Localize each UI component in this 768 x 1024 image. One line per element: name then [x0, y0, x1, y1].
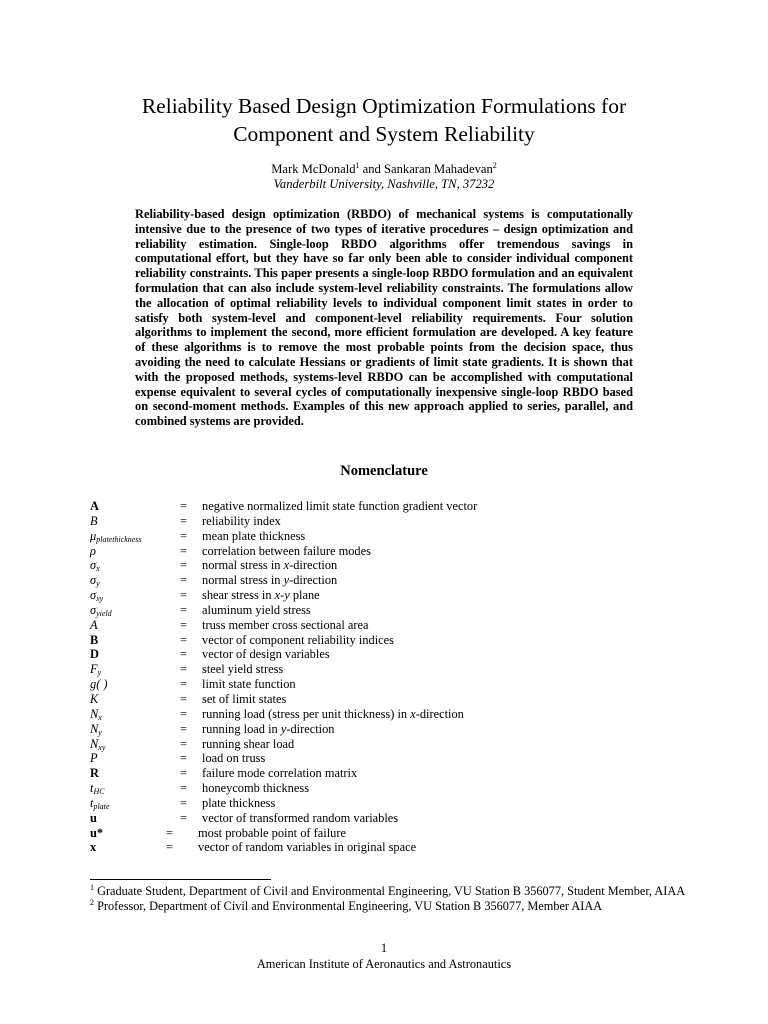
definition-text: normal stress in	[202, 573, 284, 588]
definition-text: normal stress in	[202, 558, 284, 573]
nomenclature-row	[90, 751, 690, 766]
definition-suffix: plane	[289, 588, 320, 603]
nomenclature-row	[90, 647, 690, 662]
definition-text: vector of random variables in original space	[198, 840, 417, 855]
definition-variable: y	[283, 573, 290, 588]
symbol-base: B	[90, 513, 98, 528]
symbol-base: N	[90, 736, 99, 751]
nomenclature-definition	[202, 633, 394, 648]
definition-text: truss member cross sectional area	[202, 617, 369, 632]
definition-text: mean plate thickness	[202, 528, 306, 543]
definition-text: negative normalized limit state function gradient vector	[202, 499, 478, 513]
nomenclature-row	[90, 796, 690, 811]
footnote-divider	[90, 879, 271, 880]
symbol-subscript: platethickness	[96, 534, 142, 544]
symbol-subscript: xy	[96, 594, 104, 604]
nomenclature-symbol	[90, 677, 108, 692]
equals-sign: =	[166, 825, 173, 840]
title-line-2: Component and System Reliability	[233, 122, 535, 146]
equals-sign: =	[180, 721, 187, 736]
nomenclature-row	[90, 558, 690, 573]
equals-sign: =	[180, 617, 187, 632]
equals-sign: =	[180, 632, 187, 647]
symbol-base: B	[90, 632, 99, 647]
definition-text: running shear load	[202, 736, 295, 751]
footnotes	[90, 884, 690, 914]
equals-sign: =	[180, 766, 187, 781]
nomenclature-symbol	[90, 514, 98, 529]
symbol-base: μ	[90, 528, 97, 543]
abstract: Reliability-based design optimization (RBDO) of mechanical systems is computationally intensive due to the presence of two types of iterative procedures – design optimization and reliability estimation. Single-loop RBDO algorithms offer tremendous savings in computational effort, but they have so far only been able to consider individual component reliability constraints. This paper presents a single-loop RBDO formulation and an equivalent formulation that can also include system-level reliability constraints. The formulations allow the allocation of optimal reliability levels to individual component limit states in order to satisfy both system-level and component-level reliability requirements. Four solution algorithms to implement the second, more efficient formulation are developed. A key feature of these algorithms is to remove the most probable points from the decision space, thus avoiding the need to calculate Hessians or gradients of limit state gradients. It is shown that with the proposed methods, systems-level RBDO can be accomplished with computational expense equivalent to several cycles of computationally inexpensive single-loop RBDO based on second-moment methods. Examples of this new approach applied to series, parallel, and combined systems are provided.	[135, 207, 633, 429]
definition-text: set of limit states	[202, 691, 287, 706]
definition-variable: x	[410, 706, 416, 721]
symbol-subscript: y	[96, 579, 100, 589]
nomenclature-row	[90, 603, 690, 618]
equals-sign: =	[180, 573, 187, 588]
definition-suffix: -direction	[289, 573, 338, 588]
definition-variable: x	[283, 558, 290, 573]
symbol-base: t	[90, 795, 94, 810]
nomenclature-definition	[202, 766, 357, 781]
footnote-1-text: Graduate Student, Department of Civil and Environmental Engineering, VU Station B 356077, Student Member, AIAA	[94, 884, 686, 898]
definition-text: aluminum yield stress	[202, 602, 311, 617]
nomenclature-symbol	[90, 499, 99, 514]
nomenclature-definition	[202, 811, 398, 826]
nomenclature-row	[90, 781, 690, 796]
symbol-subscript: x	[96, 564, 100, 574]
author-1-name: Mark McDonald	[271, 162, 356, 176]
footnote-1-mark: 1	[90, 883, 94, 892]
symbol-base: A	[90, 499, 99, 513]
definition-text: most probable point of failure	[198, 825, 346, 840]
nomenclature-row	[90, 722, 690, 737]
definition-text: load on truss	[202, 751, 266, 766]
equals-sign: =	[180, 795, 187, 810]
nomenclature-row	[90, 588, 690, 603]
definition-text: vector of component reliability indices	[202, 632, 394, 647]
definition-variable: x-y	[274, 588, 290, 603]
nomenclature-symbol	[90, 811, 97, 826]
equals-sign: =	[180, 736, 187, 751]
symbol-base: K	[90, 691, 99, 706]
definition-text: failure mode correlation matrix	[202, 766, 358, 781]
equals-sign: =	[180, 810, 187, 825]
nomenclature-definition	[202, 781, 309, 796]
nomenclature-row	[90, 826, 690, 841]
nomenclature-definition	[202, 603, 311, 618]
nomenclature-symbol	[90, 529, 142, 544]
nomenclature-definition	[202, 751, 265, 766]
symbol-base: F	[90, 662, 98, 677]
definition-text: running load (stress per unit thickness) in	[202, 706, 411, 721]
footnote-1	[90, 884, 690, 899]
symbol-subscript: y	[97, 668, 102, 678]
author-2-footnote-mark: 2	[492, 161, 497, 170]
nomenclature-symbol	[90, 692, 98, 707]
nomenclature-row	[90, 737, 690, 752]
nomenclature-definition	[202, 618, 369, 633]
symbol-base: σ	[90, 588, 97, 603]
definition-text: vector of design variables	[202, 647, 330, 662]
nomenclature-definition	[202, 499, 477, 514]
definition-text: honeycomb thickness	[202, 781, 310, 796]
symbol-base: A	[90, 617, 98, 632]
nomenclature-list	[90, 499, 690, 855]
symbol-base: R	[90, 766, 99, 781]
nomenclature-symbol	[90, 751, 98, 766]
nomenclature-symbol	[90, 573, 100, 588]
equals-sign: =	[180, 662, 187, 677]
equals-sign: =	[180, 691, 187, 706]
nomenclature-row	[90, 677, 690, 692]
nomenclature-symbol	[90, 647, 99, 662]
symbol-base: ρ	[90, 543, 96, 558]
nomenclature-definition	[202, 514, 281, 529]
nomenclature-row	[90, 633, 690, 648]
symbol-subscript: x	[98, 712, 102, 722]
nomenclature-symbol	[90, 840, 96, 855]
author-2-name: Sankaran Mahadevan	[384, 162, 493, 176]
nomenclature-row	[90, 692, 690, 707]
symbol-subscript: yield	[96, 608, 112, 618]
nomenclature-definition	[202, 647, 330, 662]
nomenclature-symbol	[90, 781, 105, 796]
nomenclature-row	[90, 618, 690, 633]
equals-sign: =	[180, 706, 187, 721]
nomenclature-row	[90, 529, 690, 544]
definition-text: plate thickness	[202, 795, 276, 810]
nomenclature-definition	[202, 529, 305, 544]
nomenclature-row	[90, 707, 690, 722]
title-line-1: Reliability Based Design Optimization Formulations for	[141, 94, 627, 118]
nomenclature-row	[90, 514, 690, 529]
author-conjunction: and	[359, 162, 384, 176]
equals-sign: =	[180, 499, 187, 513]
definition-text: shear stress in	[202, 588, 275, 603]
symbol-base: D	[90, 647, 99, 662]
symbol-subscript: HC	[93, 787, 105, 797]
footnote-2-mark: 2	[90, 898, 94, 907]
nomenclature-definition	[202, 677, 296, 692]
symbol-base: N	[90, 706, 99, 721]
nomenclature-row	[90, 573, 690, 588]
nomenclature-row	[90, 811, 690, 826]
equals-sign: =	[180, 513, 187, 528]
nomenclature-symbol	[90, 707, 102, 722]
definition-text: running load in	[202, 721, 281, 736]
nomenclature-symbol	[90, 722, 102, 737]
nomenclature-row	[90, 662, 690, 677]
symbol-base: u	[90, 810, 97, 825]
footnote-2	[90, 899, 690, 914]
nomenclature-symbol	[90, 766, 99, 781]
symbol-subscript: plate	[93, 801, 110, 811]
symbol-base: σ	[90, 573, 97, 588]
nomenclature-symbol	[90, 737, 105, 752]
definition-text: vector of transformed random variables	[202, 810, 399, 825]
nomenclature-definition	[202, 544, 371, 559]
nomenclature-symbol	[90, 796, 109, 811]
page-number: 1	[380, 941, 388, 955]
equals-sign: =	[180, 647, 187, 662]
footnote-2-text: Professor, Department of Civil and Environmental Engineering, VU Station B 356077, Member AIAA	[94, 899, 603, 913]
nomenclature-symbol	[90, 662, 101, 677]
publisher-footer: American Institute of Aeronautics and Astronautics	[256, 957, 512, 971]
author-1-footnote-mark: 1	[355, 161, 360, 170]
nomenclature-row	[90, 499, 690, 514]
equals-sign: =	[180, 677, 187, 692]
definition-suffix: -direction	[286, 721, 335, 736]
author-line	[60, 162, 708, 177]
nomenclature-symbol	[90, 588, 103, 603]
nomenclature-definition	[202, 573, 337, 588]
nomenclature-row	[90, 766, 690, 781]
affiliation: Vanderbilt University, Nashville, TN, 37232	[273, 177, 495, 191]
nomenclature-row	[90, 840, 690, 855]
definition-suffix: -direction	[415, 706, 464, 721]
nomenclature-definition	[202, 796, 275, 811]
equals-sign: =	[180, 781, 187, 796]
equals-sign: =	[180, 588, 187, 603]
definition-suffix: -direction	[289, 558, 338, 573]
symbol-subscript: xy	[98, 742, 106, 752]
nomenclature-definition	[202, 692, 286, 707]
nomenclature-symbol	[90, 618, 98, 633]
equals-sign: =	[180, 751, 187, 766]
equals-sign: =	[180, 528, 187, 543]
nomenclature-symbol	[90, 826, 103, 841]
nomenclature-symbol	[90, 633, 98, 648]
symbol-base: t	[90, 781, 94, 796]
nomenclature-definition	[198, 840, 416, 855]
equals-sign: =	[180, 558, 187, 573]
equals-sign: =	[180, 543, 187, 558]
nomenclature-definition	[202, 737, 294, 752]
nomenclature-row	[90, 544, 690, 559]
symbol-base: σ	[90, 558, 97, 573]
definition-text: correlation between failure modes	[202, 543, 371, 558]
definition-text: steel yield stress	[202, 662, 284, 677]
symbol-base: σ	[90, 602, 97, 617]
symbol-subscript: y	[98, 727, 102, 737]
symbol-base: x	[90, 840, 97, 855]
nomenclature-definition	[202, 662, 283, 677]
definition-text: reliability index	[202, 513, 281, 528]
nomenclature-definition	[198, 826, 346, 841]
symbol-base: u*	[90, 825, 104, 840]
nomenclature-definition	[202, 722, 334, 737]
equals-sign: =	[180, 602, 187, 617]
definition-text: limit state function	[202, 677, 296, 692]
symbol-base: N	[90, 721, 99, 736]
nomenclature-definition	[202, 588, 320, 603]
nomenclature-definition	[202, 707, 464, 722]
paper-title	[60, 92, 708, 148]
nomenclature-symbol	[90, 544, 96, 559]
symbol-base: P	[90, 751, 98, 766]
nomenclature-definition	[202, 558, 337, 573]
nomenclature-symbol	[90, 558, 100, 573]
nomenclature-symbol	[90, 603, 112, 618]
symbol-base: g( )	[90, 677, 108, 692]
equals-sign: =	[166, 840, 173, 855]
definition-variable: y	[280, 721, 287, 736]
nomenclature-heading: Nomenclature	[340, 463, 428, 479]
